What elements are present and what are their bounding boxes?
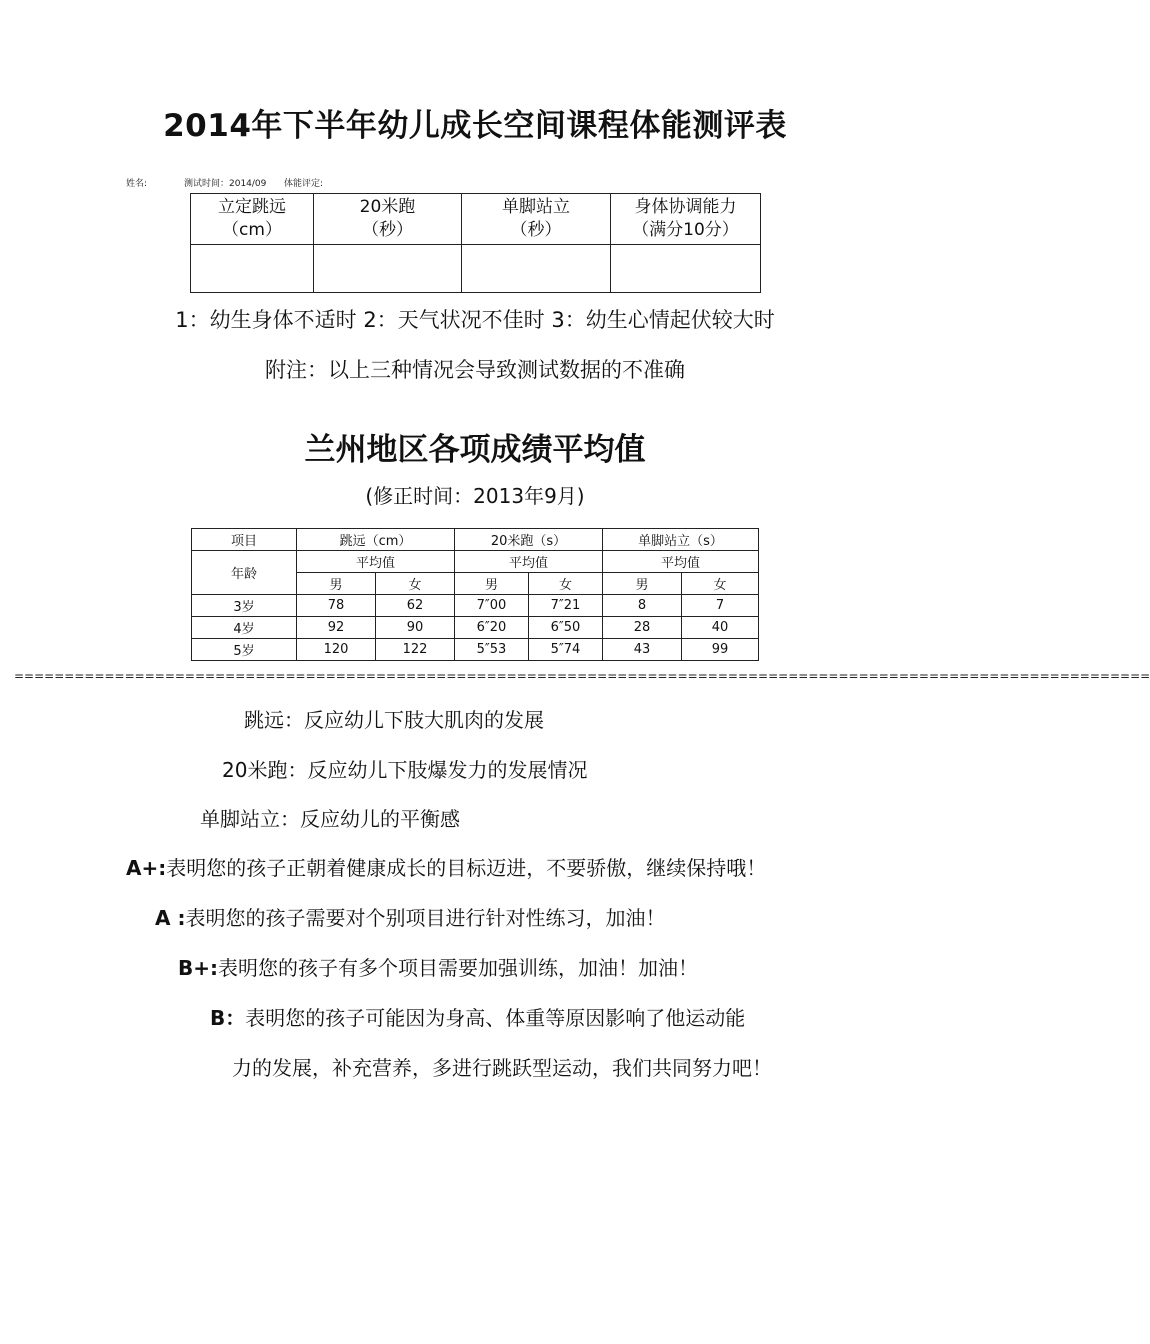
remark-note: 附注：以上三种情况会导致测试数据的不准确 bbox=[265, 358, 685, 382]
jump-female-cell: 62 bbox=[376, 595, 455, 617]
jump-female-cell: 90 bbox=[376, 617, 455, 639]
average-subtitle: (修正时间：2013年9月) bbox=[365, 484, 585, 508]
evaluation-header-row bbox=[191, 194, 761, 245]
grade-a-plus-label: A+: bbox=[126, 856, 167, 880]
blank-cell bbox=[191, 245, 314, 293]
grade-a-plus bbox=[126, 852, 766, 881]
grade-b bbox=[210, 1002, 745, 1031]
run-female-cell: 6″50 bbox=[529, 617, 603, 639]
grade-b-plus-label: B+: bbox=[178, 956, 218, 980]
age-cell: 5岁 bbox=[192, 639, 297, 661]
header-item: 项目 bbox=[192, 529, 297, 551]
run-male-cell: 7″00 bbox=[455, 595, 529, 617]
desc-stand: 单脚站立：反应幼儿的平衡感 bbox=[200, 807, 460, 831]
grade-b-label: B： bbox=[210, 1006, 246, 1030]
header-female: 女 bbox=[529, 573, 603, 595]
table-row bbox=[192, 595, 759, 617]
header-standing-jump-unit: （cm） bbox=[222, 220, 282, 240]
header-stand: 单脚站立（s） bbox=[603, 529, 759, 551]
header-male: 男 bbox=[297, 573, 376, 595]
header-female: 女 bbox=[376, 573, 455, 595]
header-coordination-unit: （满分10分） bbox=[632, 220, 739, 240]
age-cell: 4岁 bbox=[192, 617, 297, 639]
stand-female-cell: 7 bbox=[682, 595, 759, 617]
header-single-leg bbox=[462, 194, 611, 245]
run-female-cell: 7″21 bbox=[529, 595, 603, 617]
page-title: 2014年下半年幼儿成长空间课程体能测评表 bbox=[163, 108, 787, 144]
conditions-note: 1：幼生身体不适时 2：天气状况不佳时 3：幼生心情起伏较大时 bbox=[175, 308, 775, 332]
rating-label: 体能评定: bbox=[284, 179, 324, 189]
grade-b-text: 表明您的孩子可能因为身高、体重等原因影响了他运动能 bbox=[245, 1006, 746, 1030]
grade-a-label: A : bbox=[155, 906, 186, 930]
evaluation-blank-row bbox=[191, 245, 761, 293]
blank-cell bbox=[462, 245, 611, 293]
average-header-row-2 bbox=[192, 551, 759, 573]
run-male-cell: 6″20 bbox=[455, 617, 529, 639]
stand-male-cell: 43 bbox=[603, 639, 682, 661]
header-avg-run: 平均值 bbox=[455, 551, 603, 573]
jump-male-cell: 92 bbox=[297, 617, 376, 639]
grade-a-text: 表明您的孩子需要对个别项目进行针对性练习，加油！ bbox=[185, 906, 666, 930]
stand-male-cell: 28 bbox=[603, 617, 682, 639]
jump-male-cell: 120 bbox=[297, 639, 376, 661]
header-run: 20米跑（s） bbox=[455, 529, 603, 551]
header-avg-jump: 平均值 bbox=[297, 551, 455, 573]
header-coordination bbox=[611, 194, 761, 245]
grade-b-continuation: 力的发展，补充营养，多进行跳跃型运动，我们共同努力吧！ bbox=[232, 1056, 772, 1080]
header-male: 男 bbox=[455, 573, 529, 595]
blank-cell bbox=[314, 245, 462, 293]
header-jump: 跳远（cm） bbox=[297, 529, 455, 551]
age-cell: 3岁 bbox=[192, 595, 297, 617]
header-male: 男 bbox=[603, 573, 682, 595]
average-title: 兰州地区各项成绩平均值 bbox=[304, 432, 646, 468]
header-20m-run-unit: （秒） bbox=[362, 220, 413, 240]
header-20m-run-name: 20米跑 bbox=[359, 197, 416, 217]
evaluation-table bbox=[190, 193, 761, 293]
run-female-cell: 5″74 bbox=[529, 639, 603, 661]
header-female: 女 bbox=[682, 573, 759, 595]
desc-jump: 跳远：反应幼儿下肢大肌肉的发展 bbox=[244, 708, 544, 732]
grade-a bbox=[155, 902, 665, 931]
stand-female-cell: 40 bbox=[682, 617, 759, 639]
header-coordination-name: 身体协调能力 bbox=[634, 197, 737, 217]
desc-run: 20米跑：反应幼儿下肢爆发力的发展情况 bbox=[222, 758, 588, 782]
jump-female-cell: 122 bbox=[376, 639, 455, 661]
grade-b-plus-text: 表明您的孩子有多个项目需要加强训练，加油！加油！ bbox=[218, 956, 698, 980]
table-row bbox=[192, 639, 759, 661]
grade-a-plus-text: 表明您的孩子正朝着健康成长的目标迈进，不要骄傲，继续保持哦！ bbox=[166, 856, 767, 880]
blank-cell bbox=[611, 245, 761, 293]
average-header-row-1 bbox=[192, 529, 759, 551]
separator-line: ================================================================================================================= bbox=[14, 669, 1150, 683]
header-standing-jump bbox=[191, 194, 314, 245]
header-single-leg-unit: （秒） bbox=[510, 220, 562, 240]
header-avg-stand: 平均值 bbox=[603, 551, 759, 573]
average-table bbox=[191, 528, 759, 661]
header-standing-jump-name: 立定跳远 bbox=[218, 197, 286, 217]
header-age: 年龄 bbox=[192, 551, 297, 595]
table-row bbox=[192, 617, 759, 639]
run-male-cell: 5″53 bbox=[455, 639, 529, 661]
stand-female-cell: 99 bbox=[682, 639, 759, 661]
name-label: 姓名: bbox=[126, 179, 148, 189]
grade-b-plus bbox=[178, 952, 698, 981]
header-20m-run bbox=[314, 194, 462, 245]
stand-male-cell: 8 bbox=[603, 595, 682, 617]
jump-male-cell: 78 bbox=[297, 595, 376, 617]
test-time: 测试时间：2014/09 bbox=[184, 179, 267, 189]
header-single-leg-name: 单脚站立 bbox=[502, 197, 570, 217]
